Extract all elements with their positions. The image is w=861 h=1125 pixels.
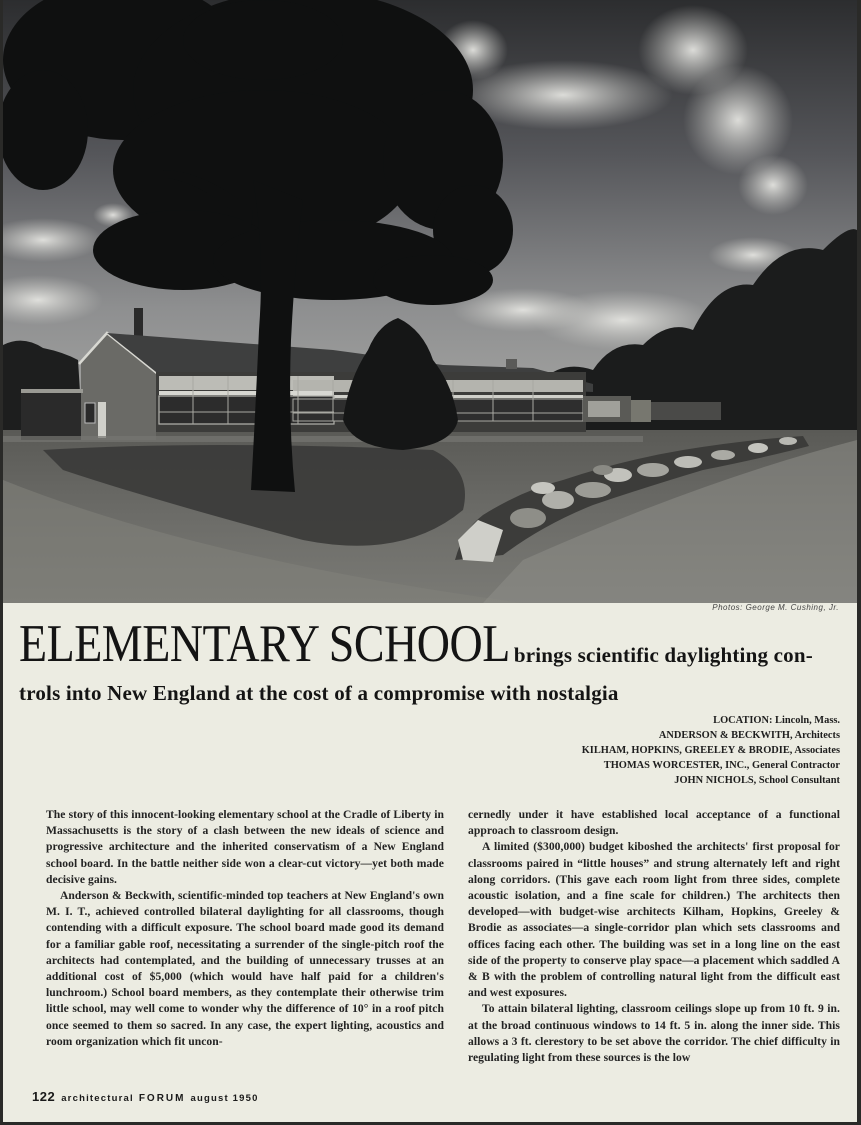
headline: [19, 613, 849, 679]
magazine-page: [3, 0, 857, 1122]
credit-contractor: THOMAS WORCESTER, INC., General Contractor: [603, 760, 840, 771]
body-column-left: [46, 807, 444, 1050]
paragraph: The story of this innocent-looking elementary school at the Cradle of Liberty in Massachusetts is the story of a clash between the new ideals of science and progressive architecture and the inherited conservatism of a New England school board. In the battle neither side won a clear-cut victory—yet both made decisive gains.: [46, 808, 444, 886]
magazine-name-part2: FORUM: [138, 1093, 186, 1104]
page-number: 122: [32, 1089, 56, 1104]
headline-deck-line2: trols into New England at the cost of a compromise with nostalgia: [19, 681, 619, 705]
credit-consultant: JOHN NICHOLS, School Consultant: [674, 775, 840, 786]
headline-title: ELEMENTARY SCHOOL: [19, 613, 510, 673]
school-photograph: [3, 0, 857, 603]
photo-credit: Photos: George M. Cushing, Jr.: [712, 603, 839, 612]
paragraph: A limited ($300,000) budget kiboshed the architects' first proposal for classrooms paired in “little houses” and strung alternately left and right along corridors. (This gave each room light from three sides, complete acoustic isolation, and a fine scale for children.) The architects then developed—with budget-wise architects Kilham, Hopkins, Greeley & Brodie as associates—a single-corridor plan which sets classrooms and offices facing each other. The building was set in a long line on the east side of the property to conserve play space—a placement which saddled A & B with the problem of controlling natural light from the difficult east and west exposures.: [468, 840, 840, 1000]
credit-location: LOCATION: Lincoln, Mass.: [713, 715, 840, 726]
headline-deck-line1: brings scientific daylighting con-: [513, 643, 813, 667]
paragraph: Anderson & Beckwith, scientific-minded top teachers at New England's own M. I. T., achieved controlled bilateral daylighting for all classrooms, though contending with a difficult exposure. The school board made good its demand for a familiar gable roof, necessitating a surrender of the single-pitch roof the architects had contemplated, and the building of unnecessary trusses at an additional cost of $5,000 (which would have half paid for a children's lunchroom.) School board members, as they contemplate their otherwise trim little school, may well come to wonder why the difference of 10° in a roof pitch once seemed to them so sacred. In any case, the expert lighting, acoustics and room organization which fit uncon-: [46, 889, 444, 1048]
credit-architects: ANDERSON & BECKWITH, Architects: [658, 730, 840, 741]
credit-associates: KILHAM, HOPKINS, GREELEY & BRODIE, Associates: [581, 745, 840, 756]
paragraph: cernedly under it have established local acceptance of a functional approach to classroom design.: [468, 808, 840, 838]
page-footer: [32, 1089, 259, 1104]
project-credits: [582, 713, 840, 788]
issue-date: august 1950: [190, 1093, 259, 1104]
magazine-name-part1: architectural: [61, 1093, 134, 1104]
body-column-right: [468, 807, 840, 1066]
paragraph: To attain bilateral lighting, classroom ceilings slope up from 10 ft. 9 in. at the broad continuous windows to 14 ft. 5 in. along the inner side. This allows a 3 ft. clerestory to be set above the corridor. The chief difficulty in regulating light from these sources is the low: [468, 1002, 840, 1065]
photo-illustration: [3, 0, 857, 603]
